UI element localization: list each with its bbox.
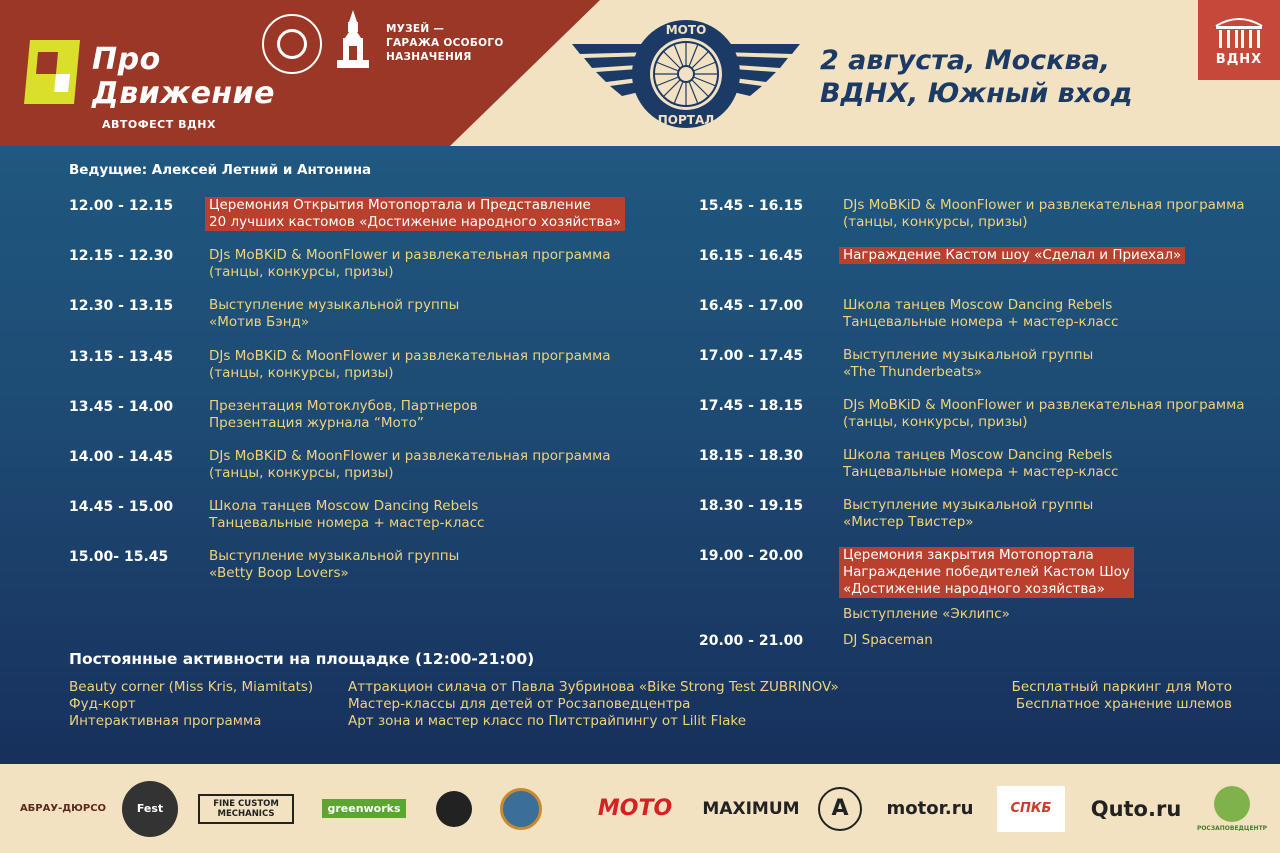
sponsor-label: MAXIMUM bbox=[702, 798, 800, 819]
permanent-item: Аттракцион силача от Павла Зубринова «Bike Strong Test ZUBRINOV» bbox=[348, 679, 839, 695]
schedule-line: Церемония закрытия Мотопортала bbox=[843, 547, 1094, 563]
schedule-line: Танцевальные номера + мастер-класс bbox=[843, 314, 1119, 330]
schedule-line: Выступление музыкальной группы bbox=[209, 548, 460, 565]
sponsor-motor-ru bbox=[884, 764, 976, 853]
schedule-line: «Достижение народного хозяйства» bbox=[843, 581, 1105, 597]
permanent-item: Интерактивная программа bbox=[69, 713, 262, 729]
schedule-description bbox=[209, 348, 611, 382]
schedule-line: Танцевальные номера + мастер-класс bbox=[209, 515, 485, 532]
permanent-title: Постоянные активности на площадке (12:00-21:00) bbox=[69, 650, 535, 668]
sponsor-fine-custom bbox=[196, 764, 296, 853]
schedule-line: (танцы, конкурсы, призы) bbox=[209, 364, 394, 381]
sponsor-greenworks bbox=[316, 764, 412, 853]
hosts-label: Ведущие: Алексей Летний и Антонина bbox=[69, 162, 372, 178]
schedule-time: 16.45 - 17.00 bbox=[699, 298, 804, 314]
pro-dvizhenie-mark-icon bbox=[24, 38, 82, 106]
schedule-line: DJs MoBKiD & MoonFlower и развлекательная программа bbox=[209, 448, 611, 464]
schedule-line: Танцевальные номера + мастер-класс bbox=[843, 464, 1119, 480]
schedule-line: Школа танцев Moscow Dancing Rebels bbox=[843, 297, 1113, 313]
kremlin-tower-icon bbox=[333, 10, 373, 74]
vdnh-badge bbox=[1198, 0, 1280, 80]
museum-label bbox=[386, 22, 504, 64]
sponsor-label: АБРАУ-ДЮРСО bbox=[19, 803, 107, 814]
schedule-description bbox=[209, 548, 459, 582]
sponsor-label: motor.ru bbox=[886, 798, 974, 819]
schedule-time: 12.00 - 12.15 bbox=[69, 198, 174, 214]
schedule-time: 13.15 - 13.45 bbox=[69, 348, 174, 365]
schedule-line: «Мистер Твистер» bbox=[843, 514, 974, 530]
vdnh-gate-icon bbox=[1212, 14, 1266, 50]
schedule-line: Школа танцев Moscow Dancing Rebels bbox=[209, 498, 479, 515]
schedule-description bbox=[843, 447, 1118, 481]
schedule-time: 15.45 - 16.15 bbox=[699, 198, 804, 214]
enthusiasts-badge-icon bbox=[262, 14, 322, 74]
schedule-line: Выступление музыкальной группы bbox=[209, 297, 460, 314]
schedule-description bbox=[843, 632, 933, 649]
schedule-line: (танцы, конкурсы, призы) bbox=[843, 214, 1028, 230]
schedule-time: 16.15 - 16.45 bbox=[699, 248, 804, 264]
schedule-time: 12.30 - 13.15 bbox=[69, 298, 174, 315]
schedule-line: DJs MoBKiD & MoonFlower и развлекательная программа bbox=[843, 397, 1245, 413]
permanent-col-2 bbox=[348, 679, 839, 730]
schedule-line: Церемония Открытия Мотопортала и Представление bbox=[209, 197, 591, 213]
sponsor-label: greenworks bbox=[322, 799, 405, 818]
schedule-description bbox=[209, 247, 611, 281]
schedule-line: (танцы, конкурсы, призы) bbox=[843, 414, 1028, 430]
schedule-line: DJs MoBKiD & MoonFlower и развлекательная программа bbox=[843, 197, 1245, 213]
schedule-line: Награждение победителей Кастом Шоу bbox=[843, 564, 1130, 580]
permanent-item: Арт зона и мастер класс по Питстрайпингу от Lilit Flake bbox=[348, 713, 747, 729]
spkb-box bbox=[997, 786, 1065, 832]
sponsors-footer bbox=[0, 764, 1280, 853]
brand-subtitle: АВТОФЕСТ ВДНХ bbox=[102, 118, 216, 131]
schedule-line: (танцы, конкурсы, призы) bbox=[209, 465, 394, 481]
schedule-time: 19.00 - 20.00 bbox=[699, 548, 804, 564]
atom-badge-icon bbox=[818, 787, 862, 831]
sponsor-fest bbox=[118, 764, 182, 853]
permanent-item: Фуд-корт bbox=[69, 696, 136, 712]
schedule-time: 14.45 - 15.00 bbox=[69, 499, 174, 516]
schedule-line: «Мотив Бэнд» bbox=[209, 314, 310, 331]
permanent-item: Beauty corner (Miss Kris, Miamitats) bbox=[69, 679, 314, 695]
sponsor-quto bbox=[1086, 764, 1186, 853]
schedule-description bbox=[843, 197, 1245, 231]
brand-line-2: Движение bbox=[92, 76, 276, 111]
schedule-line: DJs MoBKiD & MoonFlower и развлекательная программа bbox=[209, 347, 611, 364]
sponsor-moto-club bbox=[432, 764, 476, 853]
schedule-line: «Betty Boop Lovers» bbox=[209, 565, 349, 582]
round-badge-icon bbox=[500, 788, 542, 830]
schedule-extra: Выступление «Эклипс» bbox=[843, 606, 1010, 622]
sponsor-atom bbox=[814, 764, 866, 853]
permanent-item: Бесплатный паркинг для Мото bbox=[1011, 679, 1232, 695]
event-title bbox=[820, 44, 1133, 110]
schedule-line: Школа танцев Moscow Dancing Rebels bbox=[843, 447, 1113, 463]
schedule-description bbox=[209, 398, 478, 432]
schedule-description bbox=[209, 297, 459, 331]
sponsor-label: СПКБ bbox=[1010, 801, 1052, 816]
schedule-line: DJ Spaceman bbox=[843, 632, 933, 648]
permanent-col-3 bbox=[1012, 679, 1232, 713]
schedule-line: Награждение Кастом шоу «Сделал и Приехал» bbox=[843, 247, 1182, 263]
schedule-time: 13.45 - 14.00 bbox=[69, 398, 174, 415]
schedule-time: 17.45 - 18.15 bbox=[699, 398, 804, 414]
sponsor-spkb bbox=[996, 764, 1066, 853]
motorcycle-icon bbox=[436, 791, 472, 827]
schedule-time: 18.30 - 19.15 bbox=[699, 498, 804, 514]
sponsor-label: Quto.ru bbox=[1090, 796, 1182, 821]
schedule-time: 14.00 - 14.45 bbox=[69, 449, 174, 465]
schedule-description bbox=[843, 297, 1118, 331]
museum-line-3: НАЗНАЧЕНИЯ bbox=[386, 51, 472, 63]
schedule-time: 15.00- 15.45 bbox=[69, 549, 169, 566]
schedule-line: Выступление музыкальной группы bbox=[843, 347, 1094, 363]
sponsor-label: MOTO bbox=[597, 796, 673, 821]
moto-portal-emblem bbox=[570, 14, 802, 134]
sponsor-moto bbox=[580, 764, 690, 853]
emblem-top-text: МОТО bbox=[665, 23, 707, 37]
sponsor-roszapoved bbox=[1196, 764, 1268, 853]
schedule-line: Выступление музыкальной группы bbox=[843, 497, 1094, 513]
sponsor-maximum bbox=[702, 764, 800, 853]
schedule-line: 20 лучших кастомов «Достижение народного хозяйства» bbox=[209, 214, 622, 230]
museum-line-2: ГАРАЖА ОСОБОГО bbox=[386, 37, 504, 49]
schedule-time: 17.00 - 17.45 bbox=[699, 348, 804, 364]
sponsor-abrau-durso bbox=[18, 764, 108, 853]
schedule-line: (танцы, конкурсы, призы) bbox=[209, 264, 394, 281]
schedule-time: 18.15 - 18.30 bbox=[699, 448, 804, 464]
emblem-bottom-text: ПОРТАЛ bbox=[657, 113, 715, 127]
schedule-highlight bbox=[839, 547, 1134, 598]
schedule-highlight bbox=[839, 247, 1185, 264]
schedule-panel bbox=[0, 146, 1280, 764]
permanent-item: Мастер-классы для детей от Росзаповедцентра bbox=[348, 696, 691, 712]
brand-line-1: Про bbox=[92, 42, 161, 77]
schedule-time: 20.00 - 21.00 bbox=[699, 633, 804, 649]
schedule-line: DJs MoBKiD & MoonFlower и развлекательная программа bbox=[209, 247, 611, 264]
permanent-col-1 bbox=[69, 679, 313, 730]
schedule-description bbox=[843, 347, 1093, 381]
permanent-item: Бесплатное хранение шлемов bbox=[1015, 696, 1232, 712]
schedule-description bbox=[209, 448, 611, 482]
schedule-highlight bbox=[205, 197, 625, 231]
schedule-description bbox=[843, 497, 1093, 531]
schedule-description bbox=[209, 498, 484, 532]
schedule-time: 12.15 - 12.30 bbox=[69, 248, 174, 265]
schedule-description bbox=[843, 397, 1245, 431]
sponsor-label: РОСЗАПОВЕДЦЕНТР bbox=[1196, 824, 1268, 832]
event-title-line-2: ВДНХ, Южный вход bbox=[820, 78, 1133, 109]
sponsor-label: Fest bbox=[136, 802, 164, 815]
header bbox=[0, 0, 1280, 146]
museum-line-1: МУЗЕЙ — bbox=[386, 23, 445, 35]
schedule-line: Презентация Мотоклубов, Партнеров bbox=[209, 397, 478, 414]
sponsor-label: A bbox=[831, 796, 849, 821]
sponsor-round-badge bbox=[496, 764, 546, 853]
schedule-line: «The Thunderbeats» bbox=[843, 364, 982, 380]
fest-badge-icon bbox=[122, 781, 178, 837]
vdnh-label: ВДНХ bbox=[1215, 52, 1263, 67]
sponsor-label: FINE CUSTOM MECHANICS bbox=[198, 794, 294, 824]
schedule-line: Презентация журнала “Мото” bbox=[209, 414, 424, 431]
event-title-line-1: 2 августа, Москва, bbox=[820, 45, 1111, 76]
leaf-icon bbox=[1214, 786, 1250, 822]
